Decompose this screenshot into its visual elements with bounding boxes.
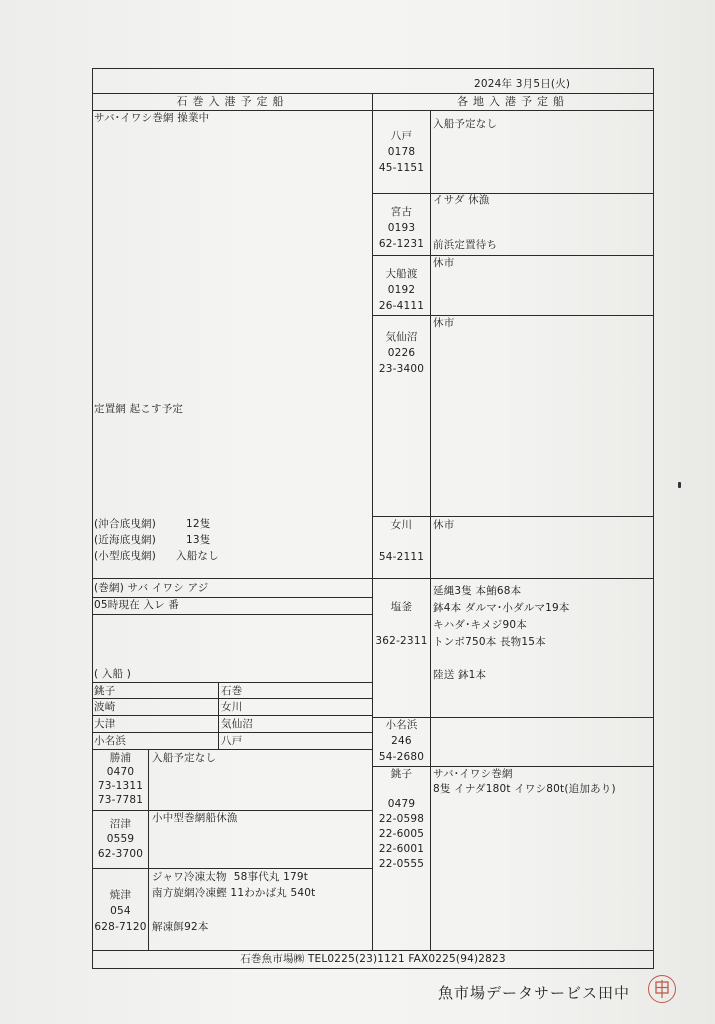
right-port-name: 八戸 bbox=[390, 130, 413, 142]
right-port-info: 鉢4本 ダルマ･小ダルマ19本 bbox=[433, 602, 570, 614]
left-port-name: 焼津 bbox=[109, 889, 132, 901]
makiami-label: (巻網) サバ イワシ アジ bbox=[94, 582, 209, 594]
kogata-label: (小型底曳網) bbox=[94, 550, 157, 562]
right-port-name: 気仙沼 bbox=[385, 331, 418, 343]
left-port-tel: 628-7120 bbox=[94, 921, 147, 933]
right-port-tel: 246 bbox=[391, 735, 412, 747]
signature: 魚市場データサービス田中 bbox=[438, 984, 631, 1002]
right-port-info: 休市 bbox=[433, 519, 455, 531]
right-port-tel: 0193 bbox=[387, 222, 416, 234]
right-port-tel: 0192 bbox=[387, 284, 416, 296]
port-name: 八戸 bbox=[221, 735, 243, 747]
right-port-info: 8隻 イナダ180t イワシ80t(追加あり) bbox=[433, 783, 616, 795]
port-name: 小名浜 bbox=[94, 735, 127, 747]
seal-stamp-icon bbox=[649, 976, 675, 1002]
row-line bbox=[372, 516, 654, 517]
seal-stamp bbox=[648, 975, 676, 1003]
footer-contact: 石巻魚市場㈱ TEL0225(23)1121 FAX0225(94)2823 bbox=[240, 953, 506, 965]
left-port-tel: 0470 bbox=[106, 766, 135, 778]
port-name: 女川 bbox=[221, 701, 243, 713]
right-port-name: 銚子 bbox=[390, 768, 413, 780]
right-port-tel: 22-6005 bbox=[378, 828, 425, 840]
right-port-tel: 54-2111 bbox=[378, 551, 425, 563]
port-list-divider bbox=[218, 682, 219, 750]
right-port-info: 休市 bbox=[433, 317, 455, 329]
row-line bbox=[92, 578, 373, 579]
left-port-tel: 054 bbox=[110, 905, 131, 917]
frame-bottom-line bbox=[92, 968, 654, 969]
frame-right-line bbox=[653, 68, 654, 969]
port-name: 波崎 bbox=[94, 701, 116, 713]
kinkai-label: (近海底曳網) bbox=[94, 534, 157, 546]
left-port-info: 入船予定なし bbox=[152, 752, 217, 764]
port-name: 大津 bbox=[94, 718, 116, 730]
right-port-tel: 22-0598 bbox=[378, 813, 425, 825]
row-line bbox=[92, 614, 373, 615]
right-port-tel: 0226 bbox=[387, 347, 416, 359]
right-port-tel: 22-6001 bbox=[378, 843, 425, 855]
page-speck bbox=[678, 482, 681, 488]
row-line bbox=[92, 749, 373, 750]
left-port-tel: 62-3700 bbox=[97, 848, 144, 860]
right-port-name: 小名浜 bbox=[385, 719, 418, 731]
port-name: 気仙沼 bbox=[221, 718, 254, 730]
kogata-value: 入船なし bbox=[176, 550, 219, 562]
right-port-name: 女川 bbox=[390, 519, 413, 531]
teichi-status: 定置網 起こす予定 bbox=[94, 403, 184, 415]
left-port-name: 沼津 bbox=[109, 818, 132, 830]
left-header: 石巻入港予定船 bbox=[176, 95, 289, 108]
left-port-tel: 73-7781 bbox=[97, 794, 144, 806]
frame-top-line bbox=[92, 68, 654, 69]
right-port-tel: 362-2311 bbox=[375, 635, 428, 647]
saba-iwashi-status: サバ･イワシ巻網 操業中 bbox=[94, 112, 210, 124]
row-line bbox=[92, 682, 373, 683]
port-name: 銚子 bbox=[94, 685, 116, 697]
right-divider bbox=[430, 110, 431, 951]
left-port-info: ジャワ冷凍太物 58事代丸 179t bbox=[152, 871, 309, 883]
right-port-tel: 54-2680 bbox=[378, 751, 425, 763]
left-port-info: 解凍餌92本 bbox=[152, 921, 209, 933]
header-line-1 bbox=[92, 93, 654, 94]
jikoku-label: 05時現在 入レ 番 bbox=[94, 599, 180, 611]
right-port-name: 塩釜 bbox=[390, 601, 413, 613]
right-port-info: 前浜定置待ち bbox=[433, 239, 498, 251]
right-header: 各地入港予定船 bbox=[457, 95, 569, 108]
right-port-tel: 22-0555 bbox=[378, 858, 425, 870]
right-port-name: 大船渡 bbox=[385, 268, 418, 280]
right-port-tel: 62-1231 bbox=[378, 238, 425, 250]
port-name: 石巻 bbox=[221, 685, 243, 697]
right-port-tel: 45-1151 bbox=[378, 162, 425, 174]
row-line bbox=[92, 868, 373, 869]
right-port-info: トンボ750本 長物15本 bbox=[433, 636, 546, 648]
left-port-info: 小中型巻網船休漁 bbox=[152, 812, 238, 824]
date: 2024年 3月5日(火) bbox=[474, 78, 571, 90]
okiai-value: 12隻 bbox=[186, 518, 211, 530]
right-port-tel: 23-3400 bbox=[378, 363, 425, 375]
left-port-divider bbox=[148, 749, 149, 951]
left-port-info: 南方旋網冷凍鰹 11わかば丸 540t bbox=[152, 887, 316, 899]
right-port-info: キハダ･キメジ90本 bbox=[433, 619, 527, 631]
row-line bbox=[92, 715, 373, 716]
kinkai-value: 13隻 bbox=[186, 534, 211, 546]
left-port-name: 勝浦 bbox=[109, 752, 132, 764]
left-port-tel: 73-1311 bbox=[97, 780, 144, 792]
right-port-info: 延縄3隻 本鮪68本 bbox=[433, 585, 522, 597]
row-line bbox=[92, 698, 373, 699]
right-port-info: サバ･イワシ巻網 bbox=[433, 768, 513, 780]
right-port-tel: 26-4111 bbox=[378, 300, 425, 312]
okiai-label: (沖合底曳網) bbox=[94, 518, 157, 530]
footer-line bbox=[92, 950, 654, 951]
right-port-tel: 0178 bbox=[387, 146, 416, 158]
right-port-name: 宮古 bbox=[390, 206, 413, 218]
right-port-info: 陸送 鉢1本 bbox=[433, 669, 487, 681]
row-line bbox=[372, 193, 654, 194]
row-line bbox=[372, 315, 654, 316]
right-port-info: 休市 bbox=[433, 257, 455, 269]
row-line bbox=[372, 255, 654, 256]
row-line bbox=[372, 578, 654, 579]
right-port-tel: 0479 bbox=[387, 798, 416, 810]
row-line bbox=[92, 732, 373, 733]
nyusen-label: ( 入船 ) bbox=[94, 668, 132, 680]
right-port-info: イサダ 休漁 bbox=[433, 194, 490, 206]
left-port-tel: 0559 bbox=[106, 833, 135, 845]
right-port-info: 入船予定なし bbox=[433, 118, 498, 130]
